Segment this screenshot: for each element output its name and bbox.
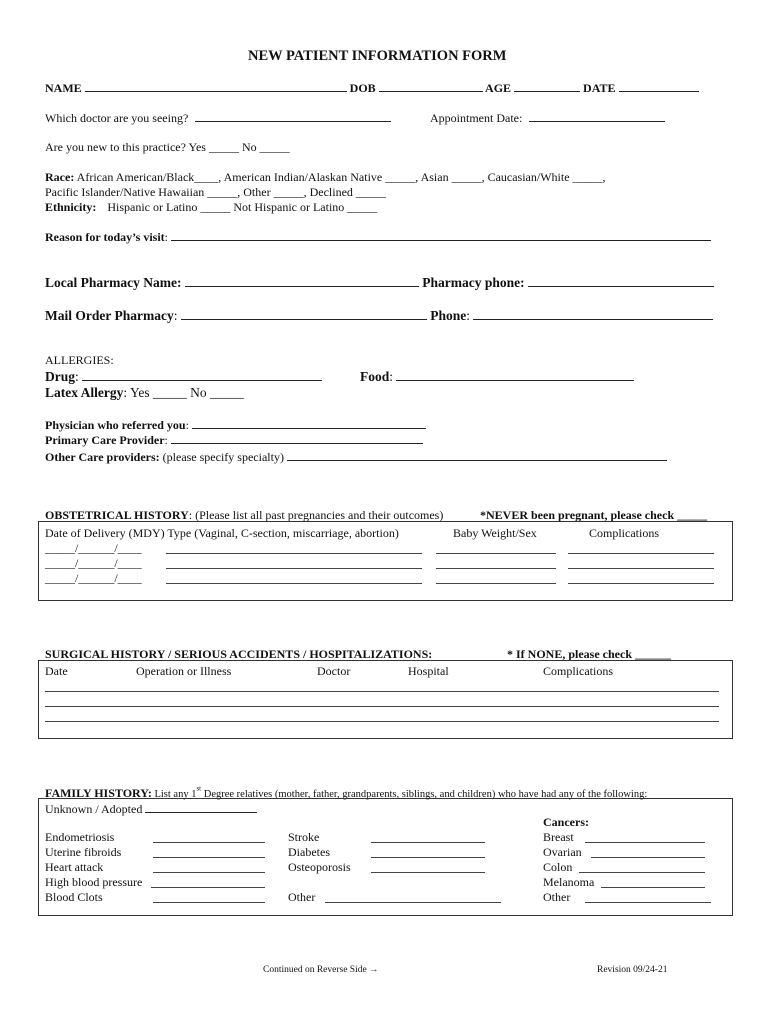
ethnicity-options[interactable]: Hispanic or Latino _____ Not Hispanic or Latino _____: [107, 200, 378, 214]
ob-col-date-type: Date of Delivery (MDY) Type (Vaginal, C-section, miscarriage, abortion): [45, 526, 399, 540]
food-colon: :: [389, 369, 394, 384]
family-item-stroke: Stroke: [288, 830, 320, 844]
name-label: NAME: [45, 81, 82, 95]
mail-phone-label: Phone: [430, 308, 467, 323]
unknown-adopted-field[interactable]: [145, 801, 257, 813]
ob-type-field[interactable]: [166, 553, 422, 554]
doctor-field[interactable]: [195, 110, 391, 122]
continued-note: Continued on Reverse Side →: [263, 965, 379, 975]
ob-type-field[interactable]: [166, 583, 422, 584]
food-label: Food: [360, 369, 390, 384]
mail-phone-colon: :: [466, 308, 471, 323]
reason-colon: :: [164, 230, 169, 244]
cancer-item-colon: Colon: [543, 860, 573, 874]
surgical-table: [38, 660, 733, 739]
family-field[interactable]: [371, 842, 485, 843]
pharmacy-phone-label: Pharmacy phone:: [422, 275, 525, 290]
family-item-blood-clots: Blood Clots: [45, 890, 103, 904]
unknown-adopted-row: [45, 801, 257, 817]
family-table: [38, 798, 733, 916]
family-field[interactable]: [371, 872, 485, 873]
ob-col-complications: Complications: [589, 526, 659, 540]
ob-date-field[interactable]: _____/______/____: [45, 541, 142, 555]
surg-col-operation: Operation or Illness: [136, 664, 232, 678]
ethnicity-label: Ethnicity:: [45, 200, 97, 214]
family-field[interactable]: [601, 887, 705, 888]
mail-pharmacy-label: Mail Order Pharmacy: [45, 308, 174, 323]
cancer-item-breast: Breast: [543, 830, 574, 844]
family-field[interactable]: [153, 902, 265, 903]
obstetrical-table: [38, 521, 733, 601]
pcp-row: [45, 432, 423, 448]
never-pregnant-check[interactable]: *NEVER been pregnant, please check _____: [480, 508, 708, 522]
latex-label: Latex Allergy: [45, 385, 124, 400]
family-item-endometriosis: Endometriosis: [45, 830, 115, 844]
surgical-entry-line[interactable]: [45, 691, 719, 692]
family-item-osteoporosis: Osteoporosis: [288, 860, 351, 874]
ob-weight-field[interactable]: [436, 553, 556, 554]
surgical-heading: SURGICAL HISTORY / SERIOUS ACCIDENTS / HOSPITALIZATIONS:: [45, 647, 433, 661]
referred-field[interactable]: [192, 417, 426, 429]
family-note-sup: st: [196, 784, 202, 793]
surgical-entry-line[interactable]: [45, 706, 719, 707]
race-row: [45, 170, 606, 185]
local-pharmacy-label: Local Pharmacy Name:: [45, 275, 182, 290]
dob-label: DOB: [349, 81, 376, 95]
family-note-b: Degree relatives (mother, father, grandparents, siblings, and children) who have had any of the following:: [201, 789, 648, 800]
appointment-row: [430, 110, 665, 126]
race-label: Race:: [45, 170, 75, 184]
family-item-heart-attack: Heart attack: [45, 860, 104, 874]
reason-label: Reason for today’s visit: [45, 230, 165, 244]
ob-date-field[interactable]: _____/______/____: [45, 556, 142, 570]
family-note-a: List any 1: [151, 789, 197, 800]
mail-pharmacy-field[interactable]: [181, 308, 427, 320]
mail-pharmacy-colon: :: [173, 308, 178, 323]
food-field[interactable]: [396, 369, 634, 381]
age-field[interactable]: [514, 80, 580, 92]
ob-type-field[interactable]: [166, 568, 422, 569]
ob-complications-field[interactable]: [568, 583, 714, 584]
referred-label: Physician who referred you: [45, 418, 186, 432]
cancer-item-ovarian: Ovarian: [543, 845, 582, 859]
date-field[interactable]: [619, 80, 699, 92]
obstetrical-note: : (Please list all past pregnancies and their outcomes): [188, 508, 444, 522]
drug-field[interactable]: [82, 369, 322, 381]
ethnicity-row: [45, 200, 377, 215]
other-providers-field[interactable]: [287, 449, 667, 461]
ob-col-weight: Baby Weight/Sex: [453, 526, 537, 540]
revision-note: Revision 09/24-21: [597, 965, 668, 975]
local-pharmacy-field[interactable]: [185, 275, 419, 287]
surgical-entry-line[interactable]: [45, 721, 719, 722]
pharmacy-phone-field[interactable]: [528, 275, 714, 287]
food-row: [360, 369, 634, 385]
pcp-field[interactable]: [171, 432, 423, 444]
name-row: [45, 80, 699, 96]
dob-field[interactable]: [379, 80, 483, 92]
doctor-label: Which doctor are you seeing?: [45, 111, 189, 125]
reason-row: [45, 229, 711, 245]
family-item-uterine-fibroids: Uterine fibroids: [45, 845, 122, 859]
family-item-diabetes: Diabetes: [288, 845, 330, 859]
surg-col-date: Date: [45, 664, 68, 678]
ob-complications-field[interactable]: [568, 553, 714, 554]
cancer-item-melanoma: Melanoma: [543, 875, 595, 889]
race-options-line2[interactable]: Pacific Islander/Native Hawaiian _____, Other _____, Declined _____: [45, 185, 386, 199]
family-field[interactable]: [585, 842, 705, 843]
obstetrical-heading: OBSTETRICAL HISTORY: [45, 508, 189, 522]
family-field[interactable]: [153, 872, 265, 873]
other-providers-row: [45, 449, 667, 465]
appointment-label: Appointment Date:: [430, 111, 523, 125]
ob-complications-field[interactable]: [568, 568, 714, 569]
surg-col-hospital: Hospital: [408, 664, 449, 678]
surg-col-doctor: Doctor: [317, 664, 351, 678]
family-item-other: Other: [288, 890, 316, 904]
family-field[interactable]: [579, 872, 705, 873]
name-field[interactable]: [85, 80, 347, 92]
pcp-colon: :: [164, 433, 168, 447]
family-field[interactable]: [153, 857, 265, 858]
ob-weight-field[interactable]: [436, 568, 556, 569]
family-heading: FAMILY HISTORY:: [45, 786, 152, 800]
family-field[interactable]: [325, 902, 501, 903]
drug-label: Drug: [45, 369, 75, 384]
local-pharmacy-row: [45, 275, 714, 291]
mail-pharmacy-row: [45, 308, 713, 324]
other-providers-label: Other Care providers:: [45, 450, 160, 464]
date-label: DATE: [583, 81, 616, 95]
drug-colon: :: [75, 369, 79, 384]
race-options-line1[interactable]: African American/Black____, American Indian/Alaskan Native _____, Asian _____, Caucasian/White _____,: [76, 170, 606, 184]
other-providers-note: (please specify specialty): [162, 450, 284, 464]
appointment-field[interactable]: [529, 110, 665, 122]
cancer-item-other: Other: [543, 890, 571, 904]
allergies-heading: ALLERGIES:: [45, 353, 114, 367]
doctor-row: [45, 110, 391, 126]
family-field[interactable]: [591, 857, 705, 858]
mail-phone-field[interactable]: [473, 308, 713, 320]
family-field[interactable]: [153, 842, 265, 843]
reason-field[interactable]: [171, 229, 711, 241]
referred-row: [45, 417, 426, 433]
ob-date-field[interactable]: _____/______/____: [45, 571, 142, 585]
latex-row: [45, 385, 244, 401]
drug-row: [45, 369, 322, 385]
family-field[interactable]: [371, 857, 485, 858]
surgical-none-check[interactable]: * If NONE, please check ______: [507, 647, 671, 661]
family-item-high-blood-pressure: High blood pressure: [45, 875, 143, 889]
pcp-label: Primary Care Provider: [45, 433, 165, 447]
ob-weight-field[interactable]: [436, 583, 556, 584]
latex-options[interactable]: : Yes _____ No _____: [123, 385, 244, 400]
family-field[interactable]: [585, 902, 711, 903]
cancers-label: Cancers:: [543, 815, 589, 829]
referred-colon: :: [185, 418, 189, 432]
surg-col-complications: Complications: [543, 664, 613, 678]
new-patient-question[interactable]: Are you new to this practice? Yes _____ No _____: [45, 140, 290, 154]
unknown-adopted-label: Unknown / Adopted: [45, 802, 143, 816]
age-label: AGE: [485, 81, 512, 95]
page-title: NEW PATIENT INFORMATION FORM: [248, 48, 507, 64]
family-field[interactable]: [151, 887, 265, 888]
